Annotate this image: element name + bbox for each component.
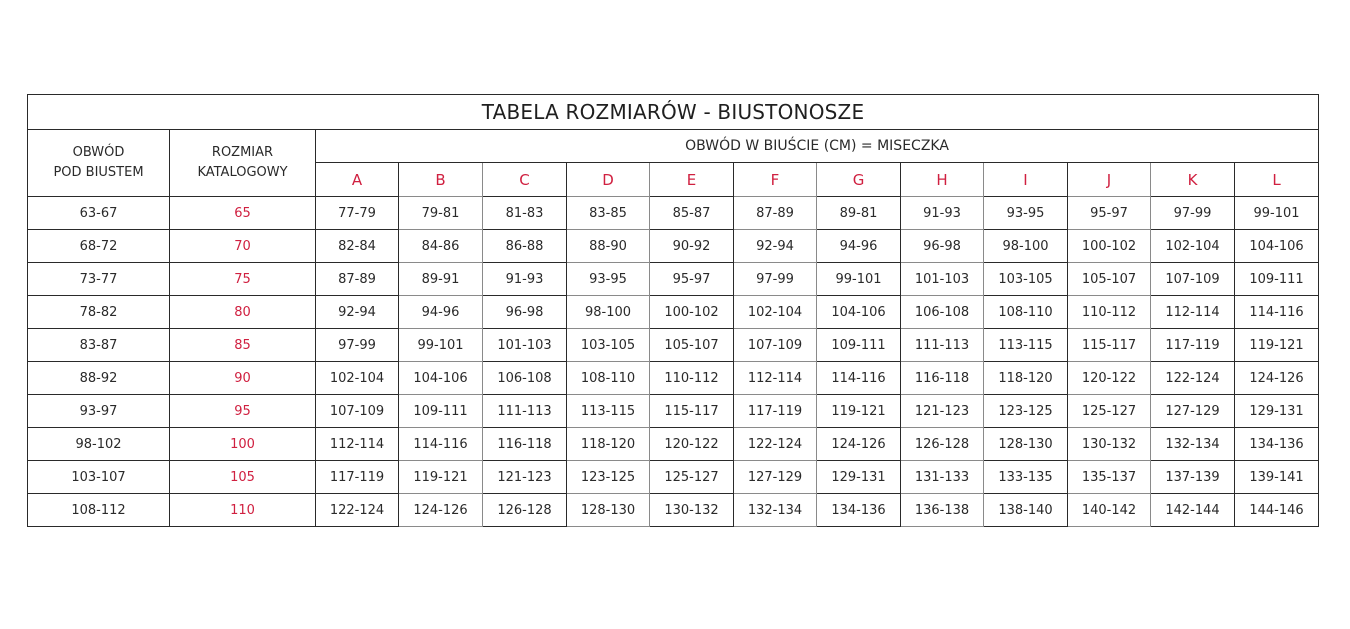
bust-cell-e: 95-97 bbox=[650, 263, 734, 296]
bust-cell-e: 85-87 bbox=[650, 197, 734, 230]
bust-cell-c: 96-98 bbox=[483, 296, 567, 329]
bust-cell-f: 92-94 bbox=[734, 230, 817, 263]
cup-header-f: F bbox=[734, 163, 817, 197]
bust-cell-c: 111-113 bbox=[483, 395, 567, 428]
cup-header-e: E bbox=[650, 163, 734, 197]
catalog-header-line1: ROZMIAR bbox=[211, 145, 274, 160]
bust-cell-i: 98-100 bbox=[984, 230, 1068, 263]
bust-cell-g: 124-126 bbox=[817, 428, 901, 461]
bust-cell-k: 122-124 bbox=[1151, 362, 1235, 395]
bust-cell-l: 144-146 bbox=[1235, 494, 1319, 527]
bust-cell-f: 87-89 bbox=[734, 197, 817, 230]
catalog-size-header bbox=[170, 130, 316, 197]
bust-cell-d: 83-85 bbox=[567, 197, 650, 230]
bust-cell-a: 117-119 bbox=[316, 461, 399, 494]
bust-cell-b: 99-101 bbox=[399, 329, 483, 362]
catalog-size-cell: 75 bbox=[170, 263, 316, 296]
table-row bbox=[28, 197, 1319, 230]
bust-cell-c: 106-108 bbox=[483, 362, 567, 395]
bust-cell-d: 113-115 bbox=[567, 395, 650, 428]
bust-cell-a: 87-89 bbox=[316, 263, 399, 296]
bust-cell-h: 126-128 bbox=[901, 428, 984, 461]
bust-cell-g: 119-121 bbox=[817, 395, 901, 428]
cup-header-c: C bbox=[483, 163, 567, 197]
bust-cell-c: 81-83 bbox=[483, 197, 567, 230]
cup-header-g: G bbox=[817, 163, 901, 197]
bust-cell-a: 92-94 bbox=[316, 296, 399, 329]
underbust-header bbox=[28, 130, 170, 197]
table-row bbox=[28, 395, 1319, 428]
bust-cell-h: 136-138 bbox=[901, 494, 984, 527]
bust-cell-j: 105-107 bbox=[1068, 263, 1151, 296]
cup-header-b: B bbox=[399, 163, 483, 197]
bust-cell-g: 134-136 bbox=[817, 494, 901, 527]
bra-size-table bbox=[27, 94, 1319, 527]
table-row bbox=[28, 428, 1319, 461]
bust-cell-f: 122-124 bbox=[734, 428, 817, 461]
bust-cell-j: 125-127 bbox=[1068, 395, 1151, 428]
bust-cell-g: 129-131 bbox=[817, 461, 901, 494]
bust-cell-j: 110-112 bbox=[1068, 296, 1151, 329]
table-row bbox=[28, 494, 1319, 527]
bust-cell-e: 115-117 bbox=[650, 395, 734, 428]
catalog-size-cell: 110 bbox=[170, 494, 316, 527]
table-row bbox=[28, 296, 1319, 329]
bust-cell-d: 93-95 bbox=[567, 263, 650, 296]
underbust-cell: 93-97 bbox=[28, 395, 170, 428]
catalog-size-cell: 65 bbox=[170, 197, 316, 230]
bust-cell-a: 122-124 bbox=[316, 494, 399, 527]
bust-cell-a: 97-99 bbox=[316, 329, 399, 362]
bust-cell-j: 115-117 bbox=[1068, 329, 1151, 362]
bust-cell-c: 116-118 bbox=[483, 428, 567, 461]
bust-cell-f: 132-134 bbox=[734, 494, 817, 527]
bust-cell-h: 106-108 bbox=[901, 296, 984, 329]
bust-cell-k: 97-99 bbox=[1151, 197, 1235, 230]
catalog-size-cell: 90 bbox=[170, 362, 316, 395]
bust-cell-d: 88-90 bbox=[567, 230, 650, 263]
underbust-header-line1: OBWÓD bbox=[72, 145, 125, 160]
bust-cell-l: 124-126 bbox=[1235, 362, 1319, 395]
bust-cell-f: 102-104 bbox=[734, 296, 817, 329]
bust-cell-k: 142-144 bbox=[1151, 494, 1235, 527]
bust-cell-e: 125-127 bbox=[650, 461, 734, 494]
bust-cell-j: 95-97 bbox=[1068, 197, 1151, 230]
bust-cell-f: 117-119 bbox=[734, 395, 817, 428]
underbust-cell: 108-112 bbox=[28, 494, 170, 527]
bust-cell-h: 91-93 bbox=[901, 197, 984, 230]
bust-cell-l: 114-116 bbox=[1235, 296, 1319, 329]
table-row bbox=[28, 329, 1319, 362]
bust-cell-i: 133-135 bbox=[984, 461, 1068, 494]
bust-cell-b: 124-126 bbox=[399, 494, 483, 527]
underbust-cell: 68-72 bbox=[28, 230, 170, 263]
bust-cell-b: 89-91 bbox=[399, 263, 483, 296]
bust-cell-e: 90-92 bbox=[650, 230, 734, 263]
bust-cell-k: 117-119 bbox=[1151, 329, 1235, 362]
bust-cell-l: 104-106 bbox=[1235, 230, 1319, 263]
cup-header-l: L bbox=[1235, 163, 1319, 197]
cup-header-h: H bbox=[901, 163, 984, 197]
bust-cell-e: 105-107 bbox=[650, 329, 734, 362]
bust-cell-j: 135-137 bbox=[1068, 461, 1151, 494]
table-title: TABELA ROZMIARÓW - BIUSTONOSZE bbox=[28, 95, 1319, 130]
bust-cell-g: 109-111 bbox=[817, 329, 901, 362]
underbust-cell: 63-67 bbox=[28, 197, 170, 230]
bust-cell-j: 130-132 bbox=[1068, 428, 1151, 461]
bust-cell-f: 97-99 bbox=[734, 263, 817, 296]
bust-cell-i: 108-110 bbox=[984, 296, 1068, 329]
bust-cell-i: 138-140 bbox=[984, 494, 1068, 527]
bust-cell-a: 107-109 bbox=[316, 395, 399, 428]
bust-cell-b: 114-116 bbox=[399, 428, 483, 461]
bust-cell-l: 109-111 bbox=[1235, 263, 1319, 296]
bust-cell-b: 119-121 bbox=[399, 461, 483, 494]
underbust-cell: 88-92 bbox=[28, 362, 170, 395]
bust-cell-h: 111-113 bbox=[901, 329, 984, 362]
cup-header-a: A bbox=[316, 163, 399, 197]
underbust-header-line2: POD BIUSTEM bbox=[53, 165, 144, 180]
bust-cell-g: 94-96 bbox=[817, 230, 901, 263]
bust-cell-a: 112-114 bbox=[316, 428, 399, 461]
bust-cell-c: 121-123 bbox=[483, 461, 567, 494]
bust-cell-i: 103-105 bbox=[984, 263, 1068, 296]
bust-cell-h: 116-118 bbox=[901, 362, 984, 395]
underbust-cell: 73-77 bbox=[28, 263, 170, 296]
bust-cell-k: 102-104 bbox=[1151, 230, 1235, 263]
bust-cell-a: 77-79 bbox=[316, 197, 399, 230]
bust-cell-e: 120-122 bbox=[650, 428, 734, 461]
bust-cell-e: 110-112 bbox=[650, 362, 734, 395]
bust-cell-j: 140-142 bbox=[1068, 494, 1151, 527]
bust-cell-b: 84-86 bbox=[399, 230, 483, 263]
underbust-cell: 78-82 bbox=[28, 296, 170, 329]
bust-cell-d: 108-110 bbox=[567, 362, 650, 395]
catalog-size-cell: 100 bbox=[170, 428, 316, 461]
table-row bbox=[28, 461, 1319, 494]
catalog-size-cell: 85 bbox=[170, 329, 316, 362]
bust-cell-b: 79-81 bbox=[399, 197, 483, 230]
catalog-size-cell: 80 bbox=[170, 296, 316, 329]
cup-header-k: K bbox=[1151, 163, 1235, 197]
bust-cell-k: 127-129 bbox=[1151, 395, 1235, 428]
bust-cell-l: 129-131 bbox=[1235, 395, 1319, 428]
bust-cell-k: 132-134 bbox=[1151, 428, 1235, 461]
bust-cell-e: 100-102 bbox=[650, 296, 734, 329]
bust-cell-a: 102-104 bbox=[316, 362, 399, 395]
bust-cell-k: 137-139 bbox=[1151, 461, 1235, 494]
bust-cell-k: 112-114 bbox=[1151, 296, 1235, 329]
cup-header-i: I bbox=[984, 163, 1068, 197]
bust-cell-i: 93-95 bbox=[984, 197, 1068, 230]
table-row bbox=[28, 362, 1319, 395]
bust-cell-l: 134-136 bbox=[1235, 428, 1319, 461]
bust-cell-i: 123-125 bbox=[984, 395, 1068, 428]
bust-cell-k: 107-109 bbox=[1151, 263, 1235, 296]
bust-cell-d: 98-100 bbox=[567, 296, 650, 329]
bust-cell-i: 113-115 bbox=[984, 329, 1068, 362]
catalog-size-cell: 70 bbox=[170, 230, 316, 263]
bust-cell-c: 86-88 bbox=[483, 230, 567, 263]
bust-cup-group-header: OBWÓD W BIUŚCIE (CM) = MISECZKA bbox=[316, 130, 1319, 163]
bust-cell-f: 107-109 bbox=[734, 329, 817, 362]
bust-cell-j: 100-102 bbox=[1068, 230, 1151, 263]
cup-header-d: D bbox=[567, 163, 650, 197]
bust-cell-g: 114-116 bbox=[817, 362, 901, 395]
bust-cell-d: 123-125 bbox=[567, 461, 650, 494]
bust-cell-h: 96-98 bbox=[901, 230, 984, 263]
bust-cell-l: 99-101 bbox=[1235, 197, 1319, 230]
bust-cell-j: 120-122 bbox=[1068, 362, 1151, 395]
underbust-cell: 103-107 bbox=[28, 461, 170, 494]
bust-cell-b: 94-96 bbox=[399, 296, 483, 329]
bust-cell-h: 131-133 bbox=[901, 461, 984, 494]
bust-cell-c: 91-93 bbox=[483, 263, 567, 296]
bust-cell-a: 82-84 bbox=[316, 230, 399, 263]
catalog-size-cell: 105 bbox=[170, 461, 316, 494]
bust-cell-g: 104-106 bbox=[817, 296, 901, 329]
bust-cell-d: 103-105 bbox=[567, 329, 650, 362]
table-row bbox=[28, 230, 1319, 263]
bust-cell-i: 118-120 bbox=[984, 362, 1068, 395]
bust-cell-b: 104-106 bbox=[399, 362, 483, 395]
underbust-cell: 98-102 bbox=[28, 428, 170, 461]
cup-header-j: J bbox=[1068, 163, 1151, 197]
bust-cell-h: 121-123 bbox=[901, 395, 984, 428]
underbust-cell: 83-87 bbox=[28, 329, 170, 362]
bust-cell-d: 118-120 bbox=[567, 428, 650, 461]
bust-cell-d: 128-130 bbox=[567, 494, 650, 527]
bust-cell-i: 128-130 bbox=[984, 428, 1068, 461]
bust-cell-g: 89-81 bbox=[817, 197, 901, 230]
bust-cell-f: 127-129 bbox=[734, 461, 817, 494]
bust-cell-g: 99-101 bbox=[817, 263, 901, 296]
bust-cell-c: 101-103 bbox=[483, 329, 567, 362]
bust-cell-e: 130-132 bbox=[650, 494, 734, 527]
catalog-header-line2: KATALOGOWY bbox=[197, 165, 288, 180]
bust-cell-f: 112-114 bbox=[734, 362, 817, 395]
bust-cell-h: 101-103 bbox=[901, 263, 984, 296]
bust-cell-l: 139-141 bbox=[1235, 461, 1319, 494]
bust-cell-b: 109-111 bbox=[399, 395, 483, 428]
bust-cell-l: 119-121 bbox=[1235, 329, 1319, 362]
catalog-size-cell: 95 bbox=[170, 395, 316, 428]
bust-cell-c: 126-128 bbox=[483, 494, 567, 527]
table-row bbox=[28, 263, 1319, 296]
table-body bbox=[28, 197, 1319, 527]
